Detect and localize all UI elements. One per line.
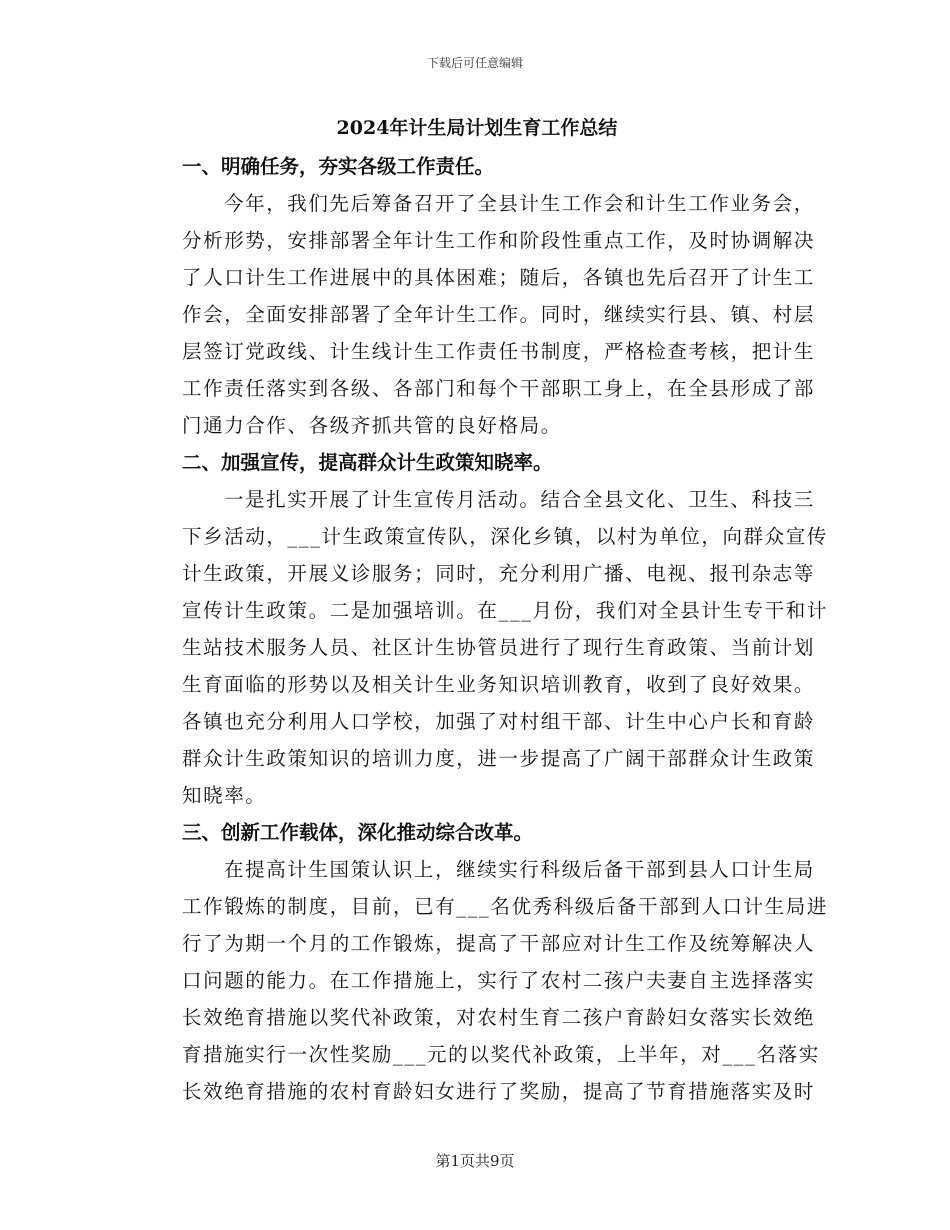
text-line: 生站技术服务人员、社区计生协管员进行了现行生育政策、当前计划 (182, 636, 816, 659)
text-line: 长效绝育措施的农村育龄妇女进行了奖励，提高了节育措施落实及时 (182, 1080, 816, 1103)
text-line: 工作锻炼的制度，目前，已有___名优秀科级后备干部到人口计生局进 (182, 895, 828, 918)
text-line: 层签订党政线、计生线计生工作责任书制度，严格检查考核，把计生 (182, 340, 816, 363)
section-3-paragraph (142, 851, 828, 1110)
text-line: 在提高计生国策认识上，继续实行科级后备干部到县人口计生局 (224, 858, 815, 881)
text-line: 今年，我们先后筹备召开了全县计生工作会和计生工作业务会， (224, 192, 815, 215)
page-number: 第1页共9页 (435, 1152, 515, 1170)
text-line: 了人口计生工作进展中的具体困难；随后，各镇也先后召开了计生工 (182, 266, 816, 289)
text-line: 门通力合作、各级齐抓共管的良好格局。 (182, 414, 562, 437)
text-line: 口问题的能力。在工作措施上，实行了农村二孩户夫妻自主选择落实 (182, 969, 816, 992)
section-heading-3: 三、创新工作载体，深化推动综合改革。 (182, 821, 534, 844)
text-line: 行了为期一个月的工作锻炼，提高了干部应对计生工作及统筹解决人 (182, 932, 816, 955)
text-line: 分析形势，安排部署全年计生工作和阶段性重点工作，及时协调解决 (182, 229, 816, 252)
section-heading-2: 二、加强宣传，提高群众计生政策知晓率。 (182, 451, 553, 474)
text-line: 知晓率。 (182, 784, 267, 807)
text-line: 育措施实行一次性奖励___元的以奖代补政策，上半年，对___名落实 (182, 1043, 820, 1066)
text-line: 工作责任落实到各级、各部门和每个干部职工身上，在全县形成了部 (182, 377, 816, 400)
text-line: 长效绝育措施以奖代补政策，对农村生育二孩户育龄妇女落实长效绝 (182, 1006, 816, 1029)
text-line: 生育面临的形势以及相关计生业务知识培训教育，收到了良好效果。 (182, 673, 816, 696)
page-header-note: 下载后可任意编辑 (426, 56, 523, 70)
section-1-paragraph (142, 185, 816, 444)
text-line: 下乡活动，___计生政策宣传队，深化乡镇，以村为单位，向群众宣传 (182, 525, 828, 548)
text-line: 群众计生政策知识的培训力度，进一步提高了广阔干部群众计生政策 (182, 747, 816, 770)
document-title: 2024年计生局计划生育工作总结 (336, 117, 618, 139)
text-line: 一是扎实开展了计生宣传月活动。结合全县文化、卫生、科技三 (224, 488, 815, 511)
section-heading-1: 一、明确任务，夯实各级工作责任。 (182, 155, 495, 178)
section-2-paragraph (142, 481, 828, 814)
text-line: 宣传计生政策。二是加强培训。在___月份，我们对全县计生专干和计 (182, 599, 828, 622)
text-line: 计生政策，开展义诊服务；同时，充分利用广播、电视、报刊杂志等 (182, 562, 816, 585)
text-line: 作会，全面安排部署了全年计生工作。同时，继续实行县、镇、村层 (182, 303, 816, 326)
text-line: 各镇也充分利用人口学校，加强了对村组干部、计生中心户长和育龄 (182, 710, 816, 733)
document-body (142, 108, 828, 1110)
